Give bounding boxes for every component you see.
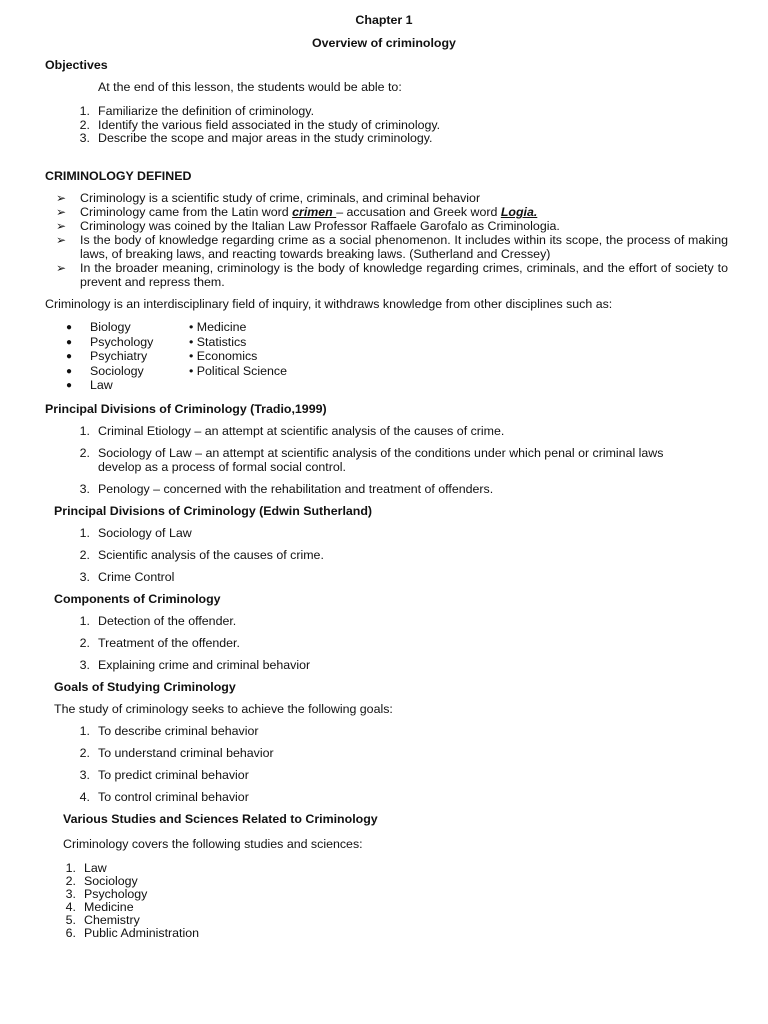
chapter-label: Chapter 1 <box>355 13 413 27</box>
arrow-bullet-icon: ➢ <box>56 261 67 275</box>
list-item: 2. Identify the various field associated in the study of criminology. <box>79 117 441 132</box>
goals-intro: The study of criminology seeks to achieve the following goals: <box>54 702 393 716</box>
sciences-list <box>54 862 199 939</box>
list-item: 2. Sociology <box>65 873 138 888</box>
objectives-list <box>68 105 440 146</box>
components-heading: Components of Criminology <box>54 592 221 606</box>
list-item: 1. Familiarize the definition of criminology. <box>79 104 315 118</box>
interdisciplinary-text: Criminology is an interdisciplinary field of inquiry, it withdraws knowledge from other disciplines such as: <box>45 297 613 311</box>
list-item: Psychiatry <box>90 349 148 363</box>
list-item: 1. Criminal Etiology – an attempt at scientific analysis of the causes of crime. <box>79 424 505 438</box>
page-title: Overview of criminology <box>312 36 456 50</box>
bullet-icon: ● <box>66 322 73 333</box>
list-item: 6. Public Administration <box>65 925 200 940</box>
arrow-bullet-icon: ➢ <box>56 191 67 205</box>
list-item: In the broader meaning, criminology is the body of knowledge regarding crimes, criminals, and the effort of society to prevent and repress them. <box>80 261 728 289</box>
list-item: 2. To understand criminal behavior <box>79 746 274 760</box>
list-item: Criminology came from the Latin word crimen – accusation and Greek word Logia. <box>80 205 538 219</box>
list-item: Is the body of knowledge regarding crime as a social phenomenon. It includes within its scope, the process of making laws, of breaking laws, and reacting towards breaking laws. (Sutherland and Cressey) <box>80 233 728 261</box>
bullet-icon: ● <box>66 337 73 348</box>
list-item: • Statistics <box>189 335 247 349</box>
list-item: 3. Explaining crime and criminal behavior <box>79 658 311 672</box>
list-item: Psychology <box>90 335 154 349</box>
bullet-icon: ● <box>66 351 73 362</box>
list-item: 1. Law <box>65 861 107 875</box>
sciences-intro: Criminology covers the following studies and sciences: <box>63 837 363 851</box>
greek-word: Logia. <box>500 205 538 219</box>
sciences-heading: Various Studies and Sciences Related to Criminology <box>63 812 378 826</box>
arrow-bullet-icon: ➢ <box>56 219 67 233</box>
list-item-continuation: develop as a process of formal social control. <box>98 460 346 474</box>
list-item: 1. To describe criminal behavior <box>79 724 259 738</box>
list-item: 3. Describe the scope and major areas in the study criminology. <box>79 131 433 145</box>
bullet-icon: ● <box>66 366 73 377</box>
list-item: Biology <box>90 320 131 334</box>
list-item: 4. To control criminal behavior <box>79 790 249 804</box>
list-item: 2. Scientific analysis of the causes of crime. <box>79 548 324 562</box>
list-item: Criminology was coined by the Italian Law Professor Raffaele Garofalo as Criminologia. <box>80 219 560 233</box>
list-item: 2. Treatment of the offender. <box>79 636 240 650</box>
list-item: 1. Detection of the offender. <box>79 614 237 628</box>
list-item: • Economics <box>189 349 258 363</box>
list-item: 3. To predict criminal behavior <box>79 768 249 782</box>
divisions-tradio-heading: Principal Divisions of Criminology (Tradio,1999) <box>45 402 327 416</box>
list-item: 4. Medicine <box>65 899 134 914</box>
list-item: Sociology <box>90 364 144 378</box>
list-item: 3. Crime Control <box>79 570 175 584</box>
list-item: 5. Chemistry <box>65 912 140 927</box>
arrow-bullet-icon: ➢ <box>56 233 67 247</box>
latin-word: crimen <box>292 205 337 219</box>
list-item: 3. Psychology <box>65 886 148 901</box>
objectives-intro: At the end of this lesson, the students would be able to: <box>98 80 402 94</box>
list-item: • Political Science <box>189 364 287 378</box>
goals-heading: Goals of Studying Criminology <box>54 680 236 694</box>
list-item: Criminology is a scientific study of crime, criminals, and criminal behavior <box>80 191 481 205</box>
list-item: 3. Penology – concerned with the rehabilitation and treatment of offenders. <box>79 482 494 496</box>
list-item: 2. Sociology of Law – an attempt at scientific analysis of the conditions under which penal or criminal laws <box>79 446 664 460</box>
list-item: Law <box>90 378 113 392</box>
defined-heading: CRIMINOLOGY DEFINED <box>45 169 192 183</box>
arrow-bullet-icon: ➢ <box>56 205 67 219</box>
list-item: 1. Sociology of Law <box>79 526 192 540</box>
objectives-heading: Objectives <box>45 58 108 72</box>
bullet-icon: ● <box>66 380 73 391</box>
list-item: • Medicine <box>189 320 247 334</box>
divisions-sutherland-heading: Principal Divisions of Criminology (Edwin Sutherland) <box>54 504 373 518</box>
